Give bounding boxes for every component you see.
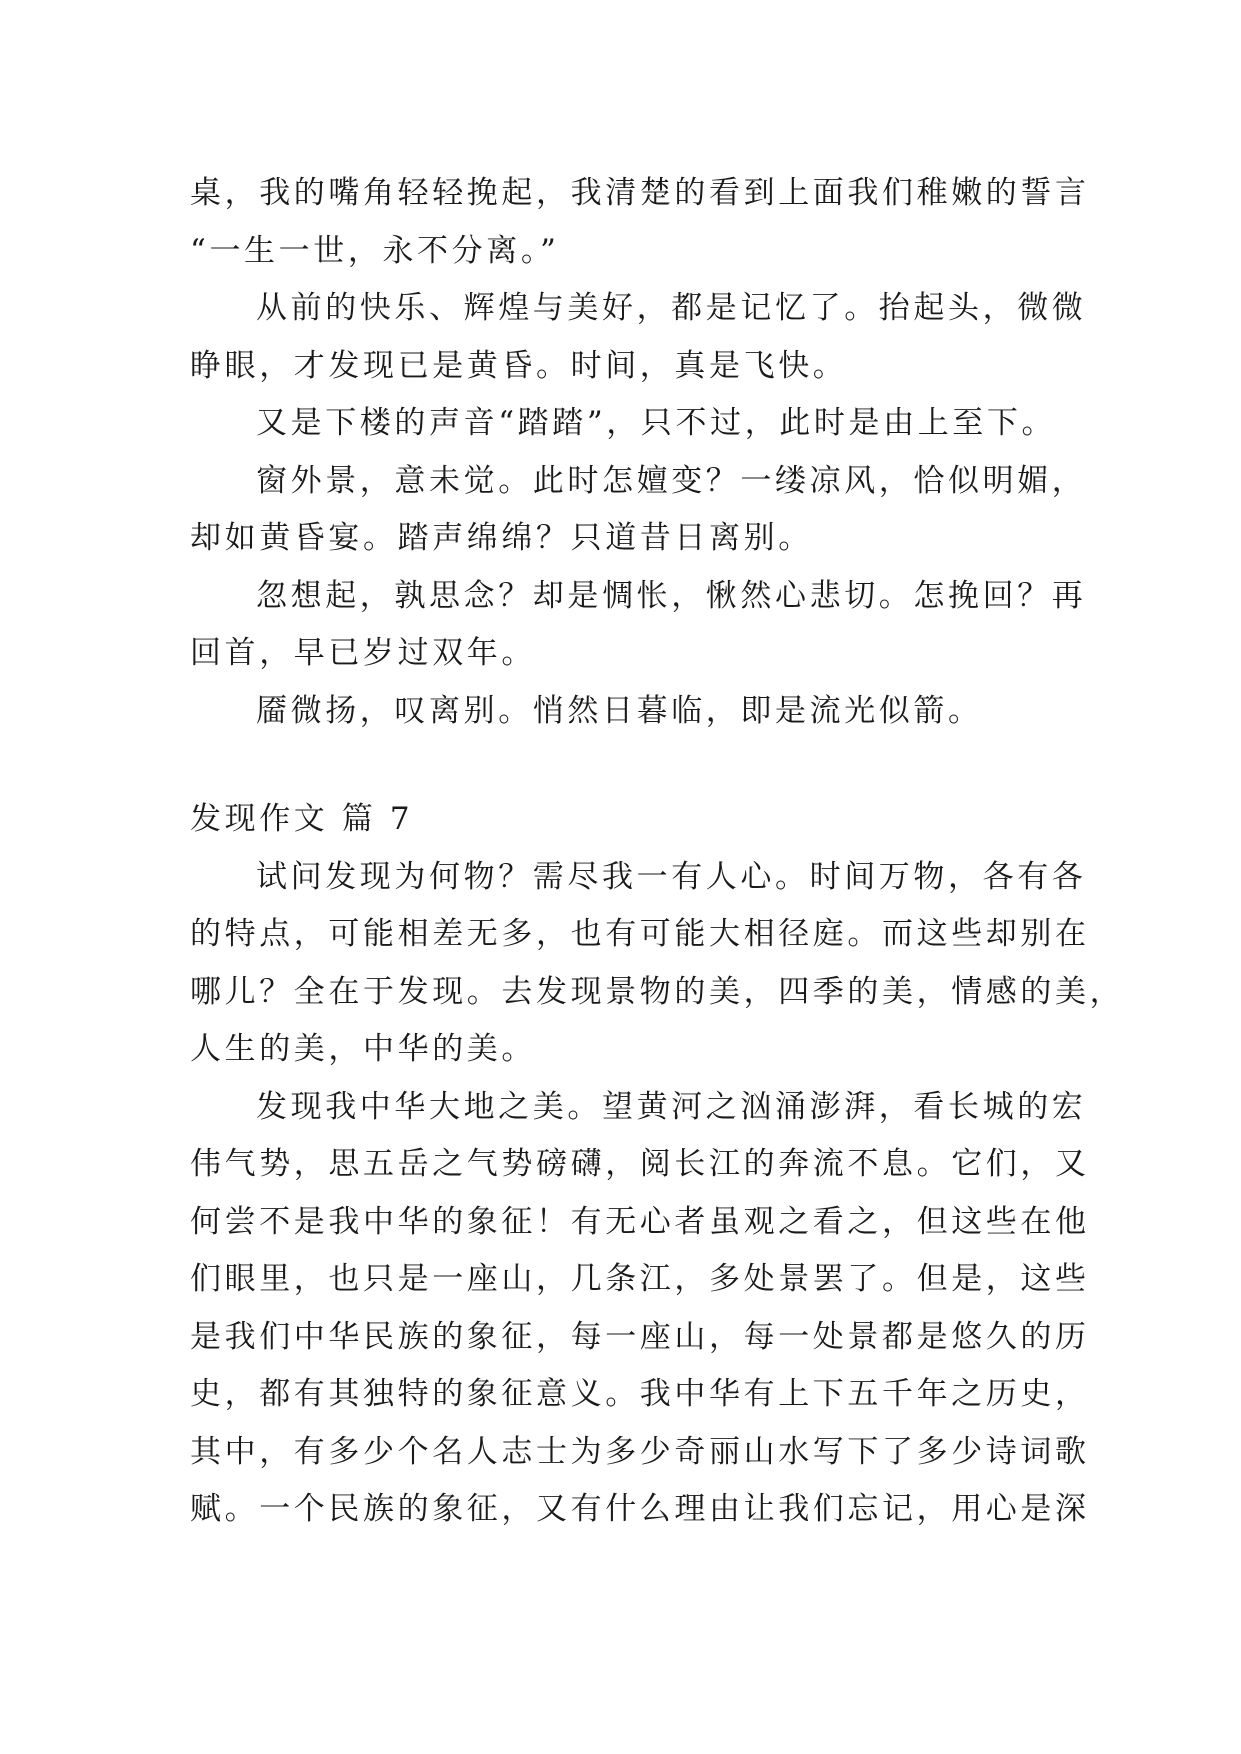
paragraph <box>190 165 1090 280</box>
text-line: 却如黄昏宴。踏声绵绵？只道昔日离别。 <box>190 520 813 556</box>
text-line: 试问发现为何物？需尽我一有人心。时间万物，各有各 <box>256 858 1087 895</box>
paragraph <box>190 849 1125 1079</box>
text-line: 又是下楼的声音“踏踏”，只不过，此时是由上至下。 <box>256 405 1057 441</box>
text-line: 们眼里，也只是一座山，几条江，多处景罢了。但是，这些 <box>190 1261 1090 1297</box>
text-line: 何尝不是我中华的象征！有无心者虽观之看之，但这些在他 <box>190 1203 1090 1240</box>
text-line: 的特点，可能相差无多，也有可能大相径庭。而这些却别在 <box>190 916 1090 952</box>
text-line: 是我们中华民族的象征，每一座山，每一处景都是悠久的历 <box>190 1318 1090 1355</box>
text-line: 靥微扬，叹离别。悄然日暮临，即是流光似箭。 <box>256 692 983 729</box>
text-line: 睁眼，才发现已是黄昏。时间，真是飞快。 <box>190 347 848 384</box>
text-line: 从前的快乐、辉煌与美好，都是记忆了。抬起头，微微 <box>256 290 1087 326</box>
text-line: 发现我中华大地之美。望黄河之汹涌澎湃，看长城的宏 <box>256 1088 1087 1125</box>
document-page <box>190 165 1125 1539</box>
section-essay-7 <box>190 791 1125 1539</box>
text-line: 桌，我的嘴角轻轻挽起，我清楚的看到上面我们稚嫩的誓言 <box>190 175 1090 211</box>
paragraph <box>190 453 1087 568</box>
text-line: 史，都有其独特的象征意义。我中华有上下五千年之历史， <box>190 1376 1090 1412</box>
section-heading: 发现作文 篇 7 <box>190 801 414 837</box>
text-line: 人生的美，中华的美。 <box>190 1031 536 1067</box>
text-line: 窗外景，意未觉。此时怎嬗变？一缕凉风，恰似明媚， <box>256 462 1087 499</box>
text-line: “一生一世，永不分离。” <box>190 232 560 269</box>
paragraph <box>190 280 1087 395</box>
section-previous-essay <box>190 165 1090 740</box>
text-line: 忽想起，孰思念？却是惆怅，愀然心悲切。怎挽回？再 <box>256 577 1087 614</box>
paragraph <box>190 683 1055 741</box>
text-line: 伟气势，思五岳之气势磅礴，阅长江的奔流不息。它们，又 <box>190 1146 1090 1182</box>
paragraph <box>190 395 1055 453</box>
text-line: 回首，早已岁过双年。 <box>190 635 536 671</box>
text-line: 其中，有多少个名人志士为多少奇丽山水写下了多少诗词歌 <box>190 1433 1090 1470</box>
paragraph <box>190 568 1087 683</box>
text-line: 哪儿？全在于发现。去发现景物的美，四季的美，情感的美， <box>190 973 1125 1010</box>
text-line: 赋。一个民族的象征，又有什么理由让我们忘记，用心是深 <box>190 1491 1090 1527</box>
paragraph <box>190 1079 1090 1539</box>
